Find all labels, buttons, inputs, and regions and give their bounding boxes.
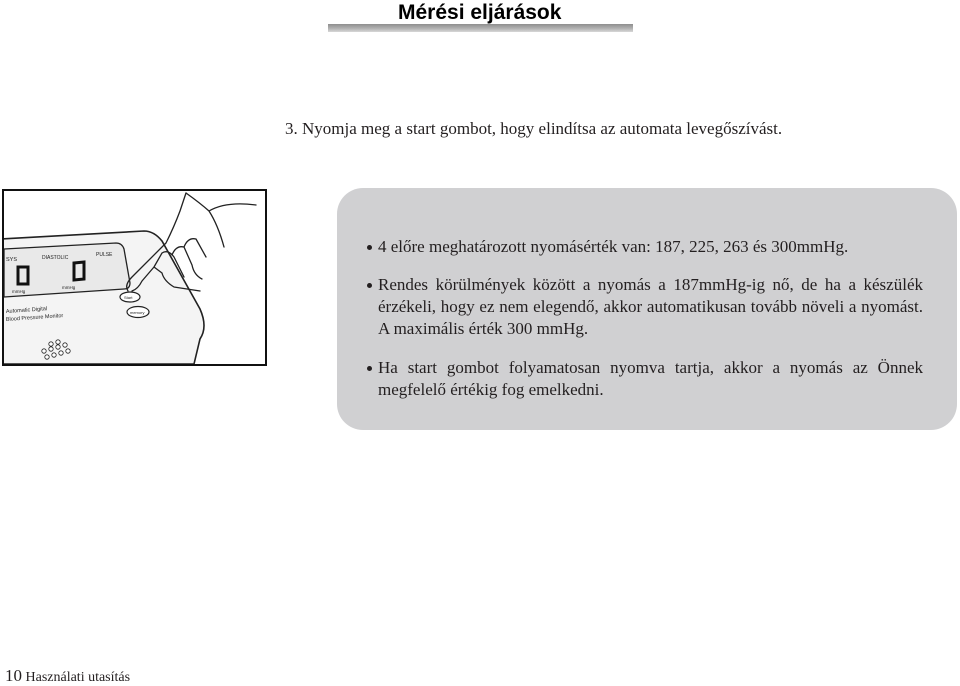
start-button-label: Start [124, 295, 133, 300]
dia-unit: mmHg [62, 285, 76, 290]
info-bullet: 4 előre meghatározott nyomásérték van: 187, 225, 263 és 300mmHg. [363, 236, 923, 258]
section-title: Mérési eljárások [398, 1, 562, 24]
blood-pressure-monitor-drawing [4, 191, 265, 364]
diastolic-label: DIASTOLIC [42, 255, 69, 261]
page-number: 10 [5, 666, 22, 685]
info-bullet: Rendes körülmények között a nyomás a 187mmHg-ig nő, de ha a készülék érzékeli, hogy ez nem elegendő, akkor automatikusan tovább növeli a nyomást. A maximális érték 300 mmHg. [363, 274, 923, 340]
step-instruction: 3. Nyomja meg a start gombot, hogy elindítsa az automata levegőszívást. [285, 119, 783, 138]
device-illustration [2, 189, 267, 366]
sys-unit: mmHg [12, 289, 26, 294]
sys-label: SYS [6, 257, 18, 263]
page-footer [5, 666, 130, 686]
memory-button-label: memory [130, 310, 145, 315]
model-line-2: Blood Pressure Monitor [5, 312, 64, 323]
pulse-label: PULSE [96, 252, 113, 258]
title-underline [328, 24, 633, 32]
footer-label: Használati utasítás [25, 670, 131, 685]
model-line-1: Automatic Digital [5, 306, 48, 315]
info-bullet: Ha start gombot folyamatosan nyomva tartja, akkor a nyomás az Önnek megfelelő értékig fog emelkedni. [363, 357, 923, 401]
info-panel [337, 188, 957, 430]
